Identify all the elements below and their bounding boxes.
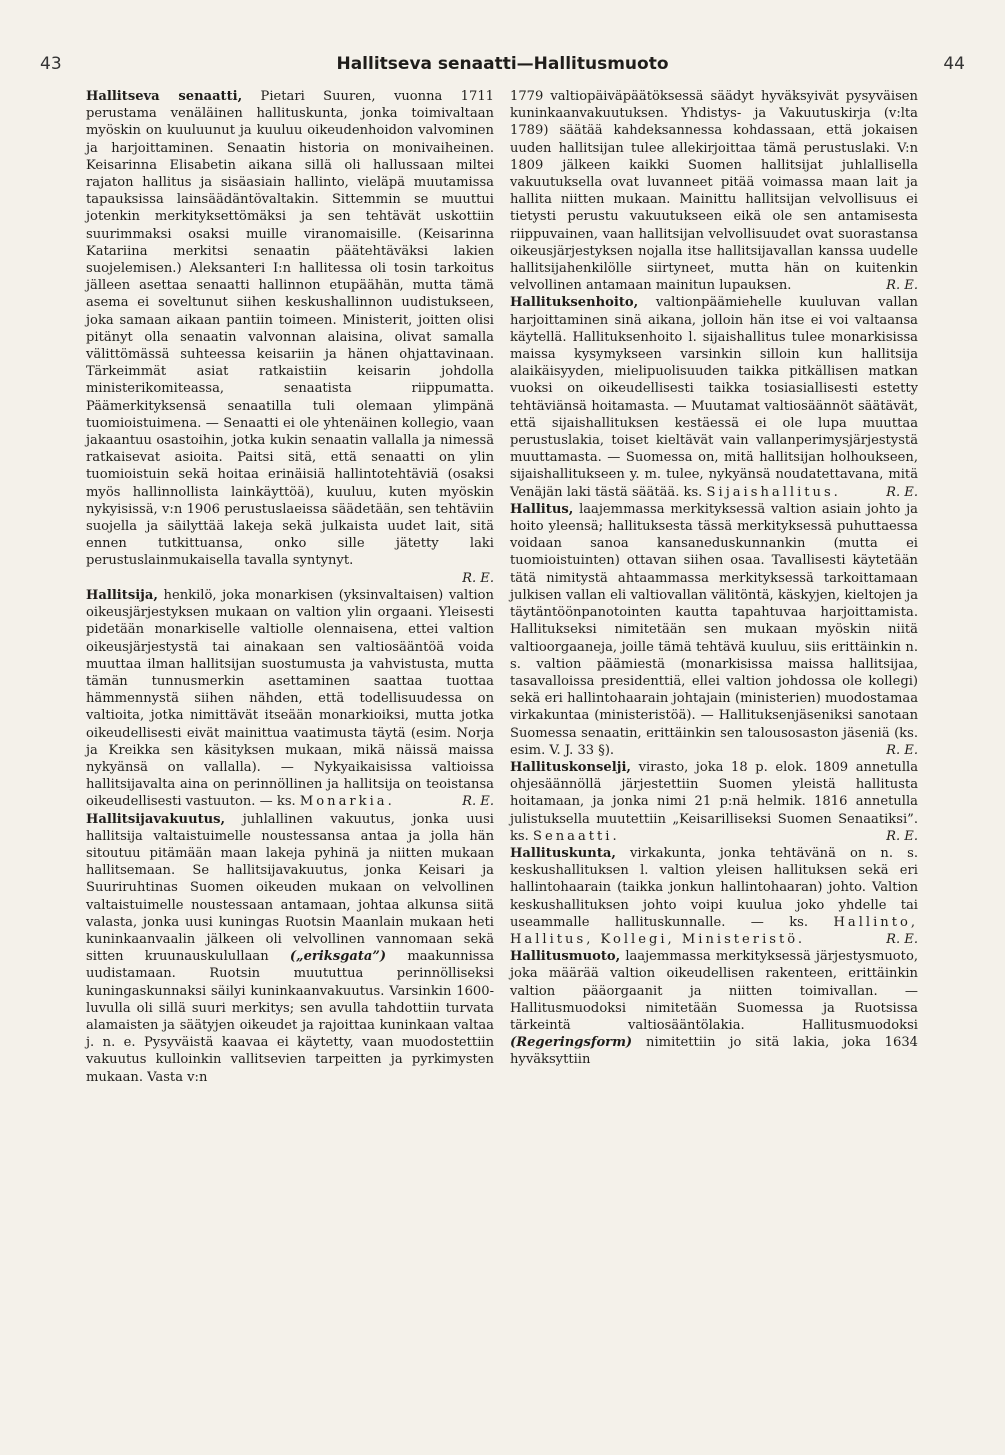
left-column [86,88,494,1086]
author-signature: R. E. [886,931,918,947]
page-number-left: 43 [40,54,62,74]
entry-hallitus [510,501,918,759]
entry-hallituksenhoito [510,294,918,500]
headword: Hallituksenhoito, [510,295,639,311]
cross-reference: Sijaishallitus. [706,484,841,500]
italic-term: (Regeringsform) [510,1035,633,1051]
entry-hallituskonselji [510,759,918,845]
right-column [510,88,918,1069]
entry-hallitsijavakuutus [86,811,494,1086]
author-signature: R. E. [886,828,918,844]
entry-text: laajemmassa merkityksessä järjestysmuoto, joka määrää valtion oikeudellisen rakenteen, erittäinkin valtion pääorgaanit ja niitten toimivallan. — Hallitusmuodoksi nimitetään Suomessa ja Ruotsissa tärkeintä valtiosääntölakia. Hallitusmuodoksi [510,949,918,1033]
entry-text: laajemmassa merkityksessä valtion asiain johto ja hoito yleensä; hallituksesta tässä merkityksessä puhuttaessa voidaan sanoa kansaneduskunnankin (mutta ei tuomioistuinten) ottavan siihen osaa. Tavallisesti käytetään tätä nimitystä ahtaammassa merkityksessä tarkoittamaan julkisen vallan eli valtiovallan välitöntä, käskyjen, kieltojen ja täytäntöönpanotointen kautta tapahtuvaa harjoittamista. Hallitukseksi nimitetään sen mukaan myöskin niitä valtioorgaaneja, joille tämä tehtävä kuuluu, siis erittäinkin n. s. valtion päämiestä (monarkisissa maissa hallitsijaa, tasavalloissa presidenttiä, ellei valtion johdossa ole kollegi) sekä eri hallintohaarain johtajain (ministerien) muodostamaa virkakuntaa (ministeristöä). — Hallituksenjäseniksi sanotaan Suomessa senaatin, erittäinkin sen talousosaston jäseniä (ks. esim. V. J. 33 §). [510,501,918,758]
headword: Hallitsijavakuutus, [86,811,226,827]
entry-text: henkilö, joka monarkisen (yksinvaltaisen) valtion oikeusjärjestyksen mukaan on valtion ylin orgaani. Yleisesti pidetään monarkiselle valtiolle olennaisena, ettei valtion oikeusjärjestystä tai ainakaan sen valtiosääntöä voida muuttaa ilman hallitsijan suostumusta ja vahvistusta, mutta tämän tunnusmerkin asettaminen saattaa tuottaa hämmennystä siihen nähden, että todellisuudessa on valtioita, jotka nimittävät itseään monarkioiksi, mutta jotka oikeudellisesti eivät mainittua vaatimusta täytä (esim. Norja ja Kreikka sen käsityksen mukaan, mikä näissä maissa nykyänsä on vallalla). — Nykyaikaisissa valtioissa hallitsijavalta aina on perinnöllinen ja hallitsija on teoistansa oikeudellisesti vastuuton. — ks. [86,587,494,810]
author-signature: R. E. [462,794,494,810]
author-signature: R. E. [886,484,918,500]
italic-term: („eriksgata”) [289,949,387,965]
page-number-right: 44 [943,54,965,74]
page-header [40,52,965,80]
entry-text-continued: maakunnissa uudistamaan. Ruotsin muututtua perinnölliseksi kuningaskunnaksi säilyi kuninkaanvakuutus. Varsinkin 1600-luvulla oli sillä suuri merkitys; sen avulla tahdottiin turvata alamaisten ja säätyjen oikeudet ja rajoittaa kuninkaan valtaa j. n. e. Pysyväistä kaavaa ei käytetty, vaan muodostettiin vakuutus kulloinkin vallitsevien tarpeitten ja pyrkimysten mukaan. Vasta v:n [86,949,495,1085]
author-signature: R. E. [886,742,918,758]
entry-text: valtionpäämiehelle kuuluvan vallan harjoittaminen sinä aikana, jolloin hän itse ei voi valtaansa käytellä. Hallituksenhoito l. sijaishallitus tulee monarkisissa maissa kysymykseen varsinkin silloin kun hallitsija alaikäisyyden, mielipuolisuuden taikka pitkällisen matkan vuoksi on oikeudellisesti taikka tosiasiallisesti estetty tehtäviänsä hoitamasta. — Muutamat valtiosäännöt säätävät, että sijaishallituksen kestäessä ei ole lupa muuttaa perustuslakia, toiset kieltävät vain vallanperimysjärjestystä muuttamasta. — Suomessa on, mitä hallitsijan holhoukseen, sijaishallitukseen y. m. tulee, nykyänsä noudatettavana, mitä Venäjän laki tästä säätää. ks. [510,295,918,500]
entry-hallitseva-senaatti [86,88,494,570]
headword: Hallitseva senaatti, [86,89,243,104]
entry-text: virasto, joka 18 p. elok. 1809 annetulla ohjesäännöllä järjestettiin Suomen yleistä hallitusta hoitamaan, ja jonka nimi 21 p:nä helmik. 1816 annetulla julistuksella muutettiin „Keisarilliseksi Suomen Senaatiksi”. ks. [510,759,918,844]
running-title: Hallitseva senaatti—Hallitusmuoto [336,54,669,74]
headword: Hallitusmuoto, [510,949,621,965]
entry-hallitusmuoto [510,948,918,1068]
headword: Hallituskonselji, [510,759,631,775]
entry-hallitsijavakuutus-continued [510,88,918,294]
entry-text: Pietari Suuren, vuonna 1711 perustama venäläinen hallituskunta, jonka toimivaltaan myöskin on kuuluunut ja kuuluu oikeudenhoidon valvominen ja harjoittaminen. Senaatin historia on monivaiheinen. Keisarinna Elisabetin aikana sillä oli hallussaan miltei rajaton hallitus ja sisäasiain hallinto, vieläpä muutamissa tapauksissa lainsäädäntövaltakin. Sittemmin se muuttui jotenkin merkityksettömäksi ja sen tehtävät uskottiin suurimmaksi osaksi muille viranomaisille. (Keisarinna Katariina merkitsi senaatin päätehtäväksi lakien suojelemisen.) Aleksanteri I:n hallitessa oli tosin tarkoitus jälleen asettaa senaatti hallinnon etupäähän, mutta tämä asema ei soveltunut siihen keskushallinnon uudistukseen, joka samaan aikaan pantiin toimeen. Ministerit, joitten olisi pitänyt olla senaatin valvonnan alaisina, olivat samalla välittömässä suhteessa keisariin ja hänen ohjattavinaan. Tärkeimmät asiat ratkaistiin keisarin johdolla ministerikomiteassa, senaatista riippumatta. Päämerkityksensä senaatilla tuli olemaan ylimpänä tuomioistuimena. — Senaatti ei ole yhtenäinen kollegio, vaan jakaantuu osastoihin, jotka kukin senaatin vallalla ja nimessä ratkaisevat asioita. Paitsi sitä, että senaatti on ylin tuomioistuin sekä hoitaa erinäisiä hallintotehtäviä (osaksi myös hallinnollista lainkäyttöä), kuuluu, kuten myöskin nykyisissä, v:n 1906 perustuslaeissa säädetään, sen tehtäviin suojella ja säilyttää lakeja sekä julkaista uudet lait, sitä ennen tutkittuansa, onko sille jätetty laki perustuslainmukaisella tavalla syntynyt. [86,89,494,569]
entry-text: juhlallinen vakuutus, jonka uusi hallitsija valtaistuimelle noustessansa antaa ja jolla hän sitoutuu pitämään maan lakeja pyhinä ja niitten mukaan hallitsemaan. Se hallitsijavakuutus, jonka Keisari ja Suuriruhtinas Suomen oikeuden mukaan on velvollinen valtaistuimelle noustessaan antamaan, johtaa alkunsa siitä valasta, jonka uusi kuningas Ruotsin Maanlain mukaan heti kuninkaanvaalin jälkeen oli velvollinen vannomaan sekä sitten kruunauskulullaan [86,811,494,965]
entry-text: 1779 valtiopäiväpäätöksessä säädyt hyväksyivät pysyväisen kuninkaanvakuutuksen. Yhdistys- ja Vakuutuskirja (v:lta 1789) säätää kahdeksannessa kohdassaan, että jokaisen uuden hallitsijan tulee allekirjoittaa tämä perustuslaki. V:n 1809 jälkeen kaikki Suomen hallitsijat juhlallisella vakuutuksella ovat luvanneet pitää voimassa maan lait ja hallita niitten mukaan. Mainittu hallitsijan velvollisuus ei tietysti perustu vakuutukseen eikä ole sen antamisesta riippuvainen, vaan hallitsijan velvollisuudet ovat suorastansa oikeusjärjestyksen nojalla itse hallitsijavallan kanssa uudelle hallitsijahenkilölle siirtyneet, mutta hän on kuitenkin velvollinen antamaan mainitun lupauksen. [510,89,918,294]
author-signature: R. E. [886,278,918,294]
cross-reference: Monarkia. [299,794,395,810]
entry-hallituskunta [510,845,918,948]
cross-reference: Senaatti. [533,828,620,844]
author-signature: R. E. [462,570,494,586]
entry-text-continued: nimitettiin jo sitä lakia, joka 1634 hyväksyttiin [510,1035,918,1068]
headword: Hallitus, [510,501,574,517]
headword: Hallitsija, [86,587,158,603]
headword: Hallituskunta, [510,845,616,861]
entry-hallitsija [86,587,494,811]
entry-text: virkakunta, jonka tehtävänä on n. s. keskushallituksen l. valtion yleisen hallituksen sekä eri hallintohaarain (taikka jonkun hallintohaaran) johto. Valtion keskushallituksen johto voipi kuulua joko yhdelle tai useammalle hallituskunnalle. — ks. [510,845,918,930]
cross-reference: Hallinto, Hallitus, Kollegi, Ministeristö. [510,914,918,947]
